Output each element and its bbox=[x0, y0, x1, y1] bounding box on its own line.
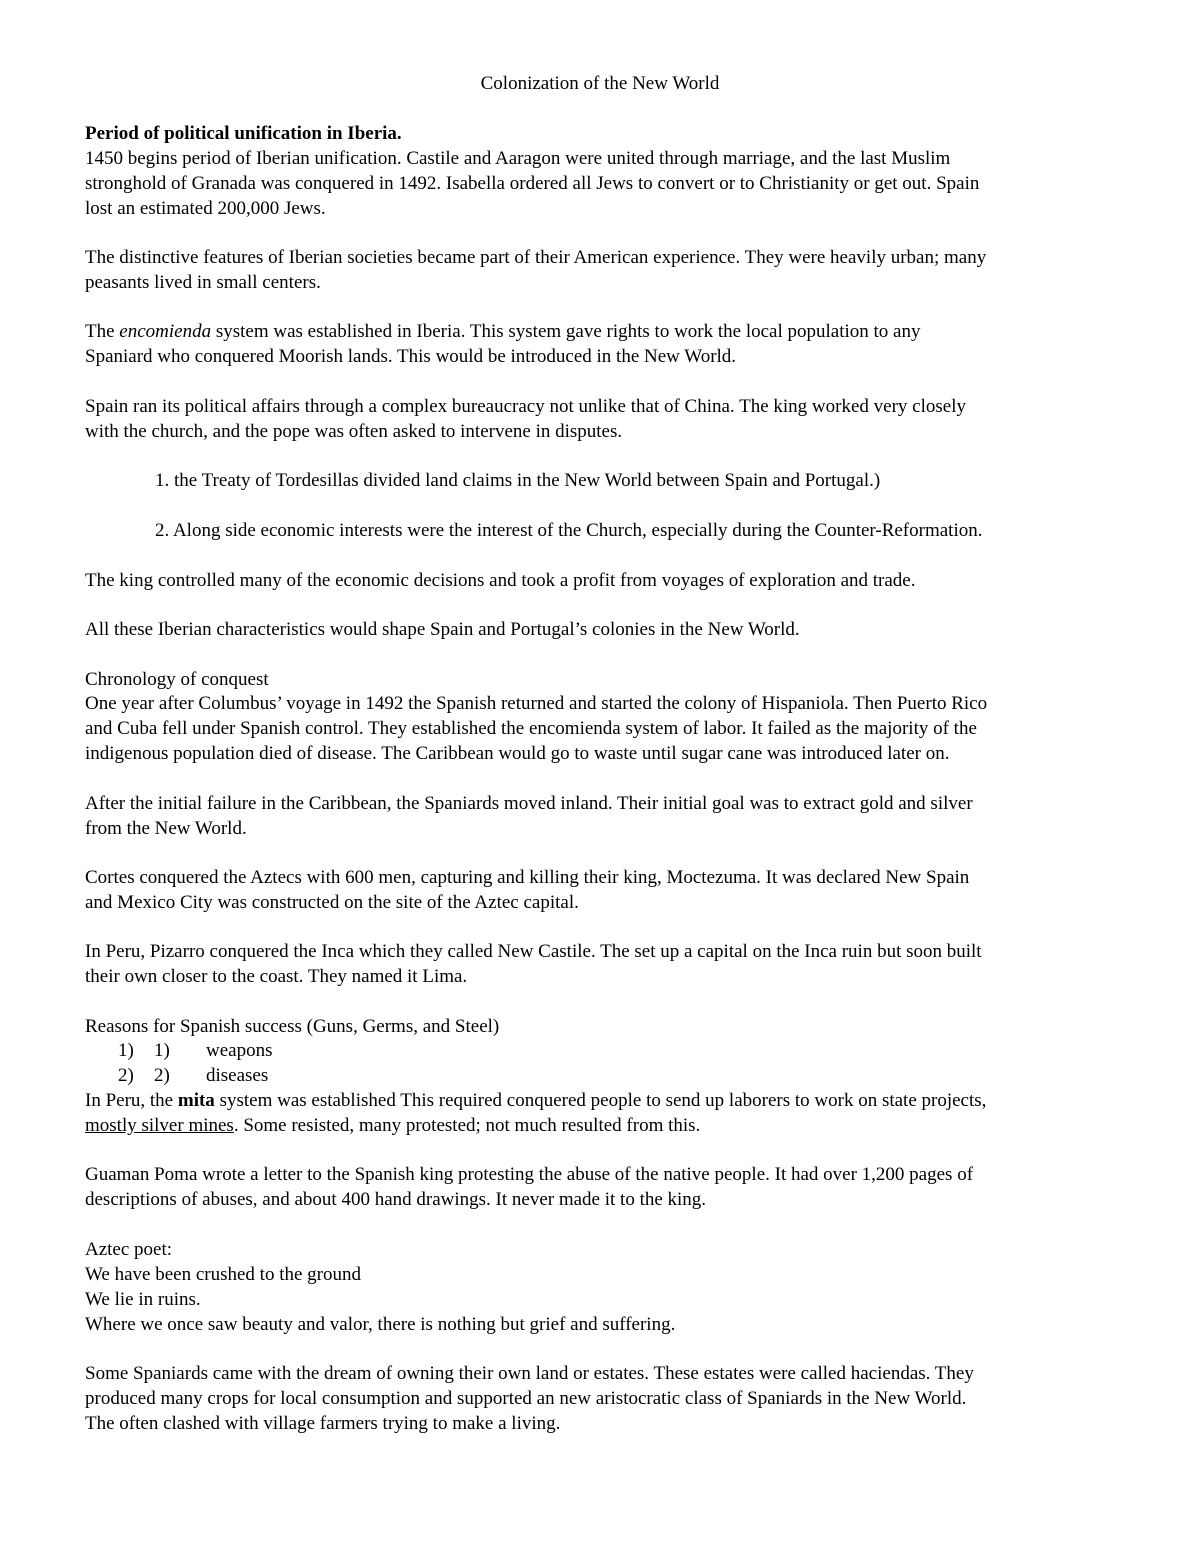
paragraph-guaman-poma: Guaman Poma wrote a letter to the Spanish king protesting the abuse of the native people. It had over 1,200 pages of descriptions of abuses, and about 400 hand drawings. It never made it to the king. bbox=[85, 1164, 974, 1210]
mita-underlined: mostly silver mines bbox=[85, 1114, 234, 1136]
poem-line: We have been crushed to the ground bbox=[85, 1264, 361, 1285]
numbered-item-2: 2. Along side economic interests were the interest of the Church, especially during the Counter-Reformation. bbox=[155, 520, 983, 541]
list-item-text: diseases bbox=[206, 1065, 269, 1086]
encomienda-italic: encomienda bbox=[119, 321, 212, 342]
paragraph-distinctive-features: The distinctive features of Iberian societies became part of their American experience. They were heavily urban; many peasants lived in small centers. bbox=[85, 247, 987, 293]
encomienda-after: system was established in Iberia. This system gave rights to work the local population to any Spaniard who conquered Moorish lands. This would be introduced in the New World. bbox=[85, 321, 921, 367]
paragraph-unification: 1450 begins period of Iberian unification. Castile and Aaragon were united through marriage, and the last Muslim stronghold of Granada was conquered in 1492. Isabella ordered all Jews to convert or to Christianity or get out. Spain lost an estimated 200,000 Jews. bbox=[85, 148, 980, 219]
section-heading-iberia: Period of political unification in Iberia. bbox=[85, 123, 402, 144]
paragraph-encomienda bbox=[85, 320, 1125, 370]
mita-bold: mita bbox=[177, 1090, 215, 1111]
list-item bbox=[118, 1064, 268, 1089]
paragraph-cortes: Cortes conquered the Aztecs with 600 men, capturing and killing their king, Moctezuma. It was declared New Spain and Mexico City was constructed on the site of the Aztec capital. bbox=[85, 867, 970, 913]
list-item bbox=[118, 1039, 272, 1064]
poem-line: Where we once saw beauty and valor, there is nothing but grief and suffering. bbox=[85, 1314, 676, 1335]
list-item-text: weapons bbox=[206, 1040, 273, 1061]
list-marker: 1) bbox=[154, 1040, 170, 1061]
paragraph-inland: After the initial failure in the Caribbean, the Spaniards moved inland. Their initial goal was to extract gold and silver from the New World. bbox=[85, 793, 973, 839]
document-title: Colonization of the New World bbox=[480, 73, 720, 94]
encomienda-before: The bbox=[85, 321, 120, 342]
paragraph-haciendas: Some Spaniards came with the dream of owning their own land or estates. These estates were called haciendas. They produced many crops for local consumption and supported an new aristocratic class of Spaniards in the New World. The often clashed with village farmers trying to make a living. bbox=[85, 1363, 974, 1434]
paragraph-chronology: One year after Columbus’ voyage in 1492 the Spanish returned and started the colony of Hispaniola. Then Puerto Rico and Cuba fell under Spanish control. They established the encomienda system of labor. It failed as the majority of the indigenous population died of disease. The Caribbean would go to waste until sugar cane was introduced later on. bbox=[85, 693, 988, 764]
mita-end: . Some resisted, many protested; not much resulted from this. bbox=[233, 1114, 701, 1136]
mita-after: system was established This required conquered people to send up laborers to work on state projects, bbox=[214, 1090, 987, 1111]
list-marker: 2) bbox=[118, 1065, 134, 1086]
paragraph-iberian-characteristics: All these Iberian characteristics would shape Spain and Portugal’s colonies in the New World. bbox=[85, 619, 800, 640]
paragraph-mita bbox=[85, 1089, 1125, 1139]
poem-heading: Aztec poet: bbox=[85, 1239, 173, 1260]
reasons-heading: Reasons for Spanish success (Guns, Germs, and Steel) bbox=[85, 1016, 500, 1037]
chronology-heading: Chronology of conquest bbox=[85, 669, 269, 690]
numbered-item-1: 1. the Treaty of Tordesillas divided land claims in the New World between Spain and Portugal.) bbox=[155, 470, 881, 491]
mita-before: In Peru, the bbox=[85, 1090, 178, 1111]
list-marker: 1) bbox=[118, 1040, 134, 1061]
paragraph-peru-pizarro: In Peru, Pizarro conquered the Inca which they called New Castile. The set up a capital on the Inca ruin but soon built their own closer to the coast. They named it Lima. bbox=[85, 941, 982, 987]
poem-line: We lie in ruins. bbox=[85, 1289, 201, 1310]
list-marker: 2) bbox=[154, 1065, 170, 1086]
paragraph-king-economics: The king controlled many of the economic decisions and took a profit from voyages of exploration and trade. bbox=[85, 570, 916, 591]
paragraph-bureaucracy: Spain ran its political affairs through a complex bureaucracy not unlike that of China. The king worked very closely with the church, and the pope was often asked to intervene in disputes. bbox=[85, 396, 966, 442]
